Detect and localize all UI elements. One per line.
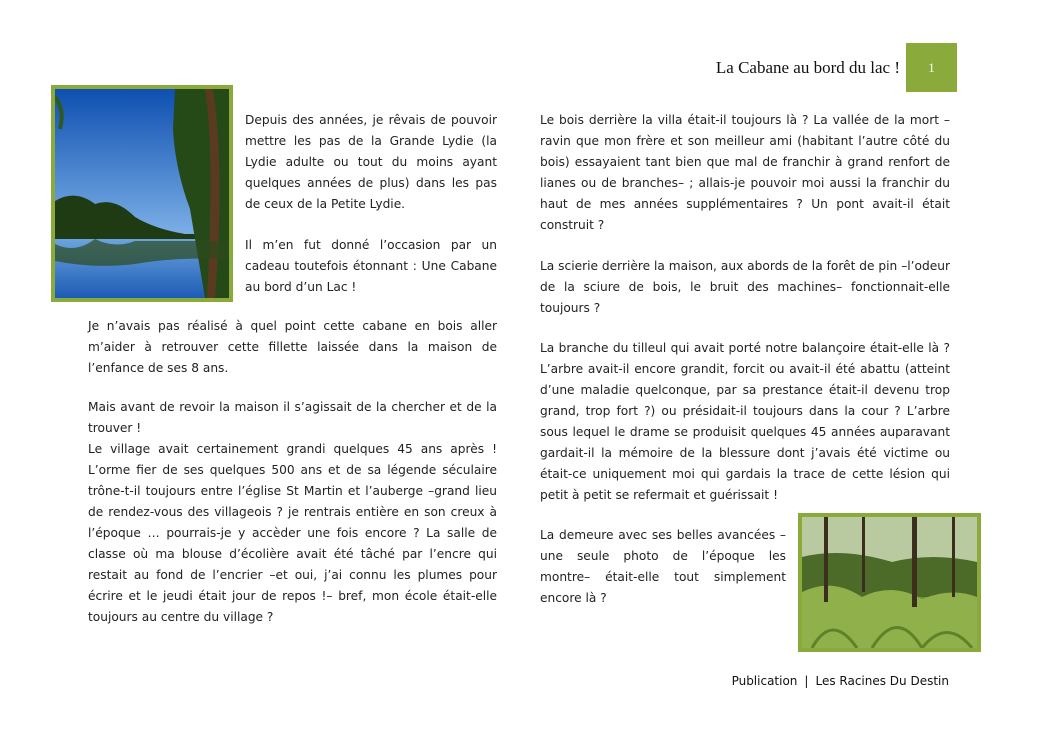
right-paragraph-2: La scierie derrière la maison, aux abords de la forêt de pin –l’odeur de la sciure de bois, le bruit des machines– fonctionnait-elle toujours ? [540, 259, 950, 315]
forest-photo [798, 513, 981, 652]
footer-separator: | [804, 674, 809, 688]
left-paragraph-2: Il m’en fut donné l’occasion par un cadeau toutefois étonnant : Une Cabane au bord d’un Lac ! [245, 238, 497, 294]
left-paragraph-1: Depuis des années, je rêvais de pouvoir mettre les pas de la Grande Lydie (la Lydie adulte ou tout du moins ayant quelques années de plus) dans les pas de ceux de la Petite Lydie. [245, 113, 497, 211]
footer-book-title: Les Racines Du Destin [815, 674, 949, 688]
right-paragraph-3: La branche du tilleul qui avait porté notre balançoire était-elle là ? L’arbre avait-il encore grandit, forcit ou avait-il été abattu (atteint d’une maladie quelconque, par sa prestance était-il devenu trop grand, trop fort ?) ou présidait-il toujours dans la cour ? L’arbre sous lequel le drame se produisit quelques 45 années auparavant gardait-il la mémoire de la blessure dont j’avais été victime ou était-ce uniquement moi qui gardais la trace de cette lésion qui petit à petit se refermait et guérissait ! [540, 341, 950, 502]
page-title: La Cabane au bord du lac ! [715, 58, 900, 77]
right-paragraph-4: La demeure avec ses belles avancées – une seule photo de l’époque les montre– était-elle tout simplement encore là ? [540, 528, 786, 605]
footer-label: Publication [731, 674, 798, 688]
footer [732, 674, 949, 688]
right-paragraph-1: Le bois derrière la villa était-il toujours là ? La vallée de la mort –ravin que mon frère et son meilleur ami (habitant l’autre côté du bois) essayaient tant bien que mal de franchir à grand renfort de lianes ou de branches– ; allais-je pouvoir moi aussi la franchir du haut de mes années supplémentaires ? Un pont avait-il était construit ? [540, 113, 950, 232]
left-paragraph-5: Le village avait certainement grandi quelques 45 ans après ! L’orme fier de ses quelques 500 ans et de sa légende séculaire trône-t-il toujours entre l’église St Martin et l’auberge –grand lieu de rendez-vous des villageois ? je rentrais entière en son creux à l’époque … pourrais-je y accèder une fois encore ? La salle de classe où ma blouse d’écolière avait été tâché par l’encre qui restait au fond de l’encrier –et oui, j’ai connu les plumes pour écrire et le jeudi était jour de repos !– bref, mon école était-elle toujours au centre du village ? [88, 442, 497, 624]
page-number-badge: 1 [906, 43, 957, 92]
left-paragraph-3: Je n’avais pas réalisé à quel point cette cabane en bois aller m’aider à retrouver cette fillette laissée dans la maison de l’enfance de ses 8 ans. [88, 319, 497, 375]
lake-photo [51, 85, 233, 302]
left-paragraph-4: Mais avant de revoir la maison il s’agissait de la chercher et de la trouver ! [88, 400, 497, 435]
